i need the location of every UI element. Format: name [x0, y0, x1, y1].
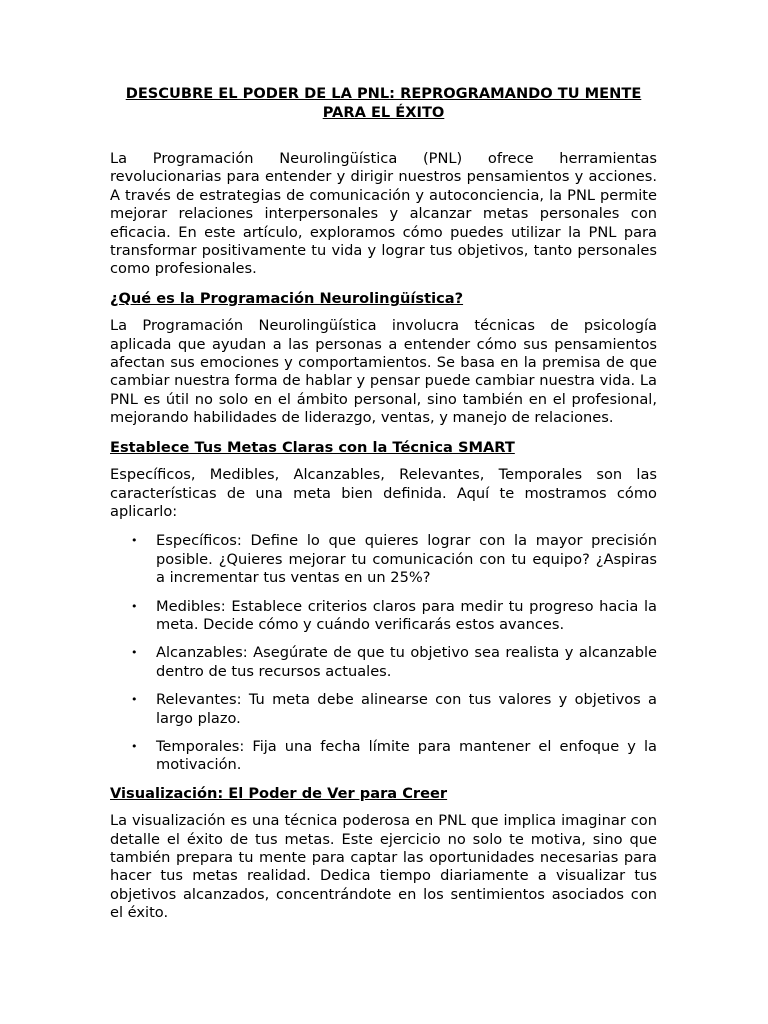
list-item [110, 532, 657, 587]
section-paragraph-visualizacion: La visualización es una técnica poderosa en PNL que implica imaginar con detalle el éxito de tus metas. Este ejercicio no solo te motiva, sino que también prepara tu mente para captar las oportunidades necesarias para hacer tus metas realidad. Dedica tiempo diariamente a visualizar tus objetivos alcanzados, concentrándote en los sentimientos asociados con el éxito. [110, 812, 657, 922]
section-paragraph-pnl: La Programación Neurolingüística involucra técnicas de psicología aplicada que ayudan a las personas a entender cómo sus pensamientos afectan sus emociones y comportamientos. Se basa en la premisa de que cambiar nuestra forma de hablar y pensar puede cambiar nuestra vida. La PNL es útil no solo en el ámbito personal, sino también en el profesional, mejorando habilidades de liderazgo, ventas, y manejo de relaciones. [110, 317, 657, 427]
list-item [110, 691, 657, 728]
list-item-text: Medibles: Establece criterios claros para medir tu progreso hacia la meta. Decide cómo y cuándo verificarás estos avances. [156, 597, 657, 633]
section-heading-visualizacion: Visualización: El Poder de Ver para Creer [110, 784, 448, 802]
list-item-text: Temporales: Fija una fecha límite para mantener el enfoque y la motivación. [156, 737, 657, 774]
intro-paragraph: La Programación Neurolingüística (PNL) ofrece herramientas revolucionarias para entender y dirigir nuestros pensamientos y acciones. A través de estrategias de comunicación y autoconciencia, la PNL permite mejorar relaciones interpersonales y alcanzar metas personales con eficacia. En este artículo, exploramos cómo puedes utilizar la PNL para transformar positivamente tu vida y lograr tus objetivos, tanto personales como profesionales. [110, 150, 657, 278]
list-item [110, 598, 657, 635]
bullet-icon: • [131, 646, 138, 660]
list-item-text: Específicos: Define lo que quieres lograr con la mayor precisión posible. ¿Quieres mejorar tu comunicación con tu equipo? ¿Aspiras a incrementar tus ventas en un 25%? [156, 532, 657, 587]
section-heading-pnl: ¿Qué es la Programación Neurolingüística? [110, 289, 464, 307]
bullet-icon: • [131, 739, 138, 753]
bullet-icon: • [131, 534, 138, 548]
list-item-text: Relevantes: Tu meta debe alinearse con tus valores y objetivos a largo plazo. [156, 691, 657, 727]
bullet-icon: • [131, 693, 138, 707]
list-item-text: Alcanzables: Asegúrate de que tu objetivo sea realista y alcanzable dentro de tus recursos actuales. [156, 644, 657, 680]
list-item [110, 644, 657, 681]
section-paragraph-smart: Específicos, Medibles, Alcanzables, Relevantes, Temporales son las características de una meta bien definida. Aquí te mostramos cómo aplicarlo: [110, 466, 657, 520]
document-title: DESCUBRE EL PODER DE LA PNL: REPROGRAMANDO TU MENTE PARA EL ÉXITO [125, 85, 642, 121]
smart-bullet-list [110, 532, 657, 774]
list-item [110, 738, 657, 775]
section-heading-smart: Establece Tus Metas Claras con la Técnica SMART [110, 438, 515, 456]
bullet-icon: • [131, 599, 138, 613]
